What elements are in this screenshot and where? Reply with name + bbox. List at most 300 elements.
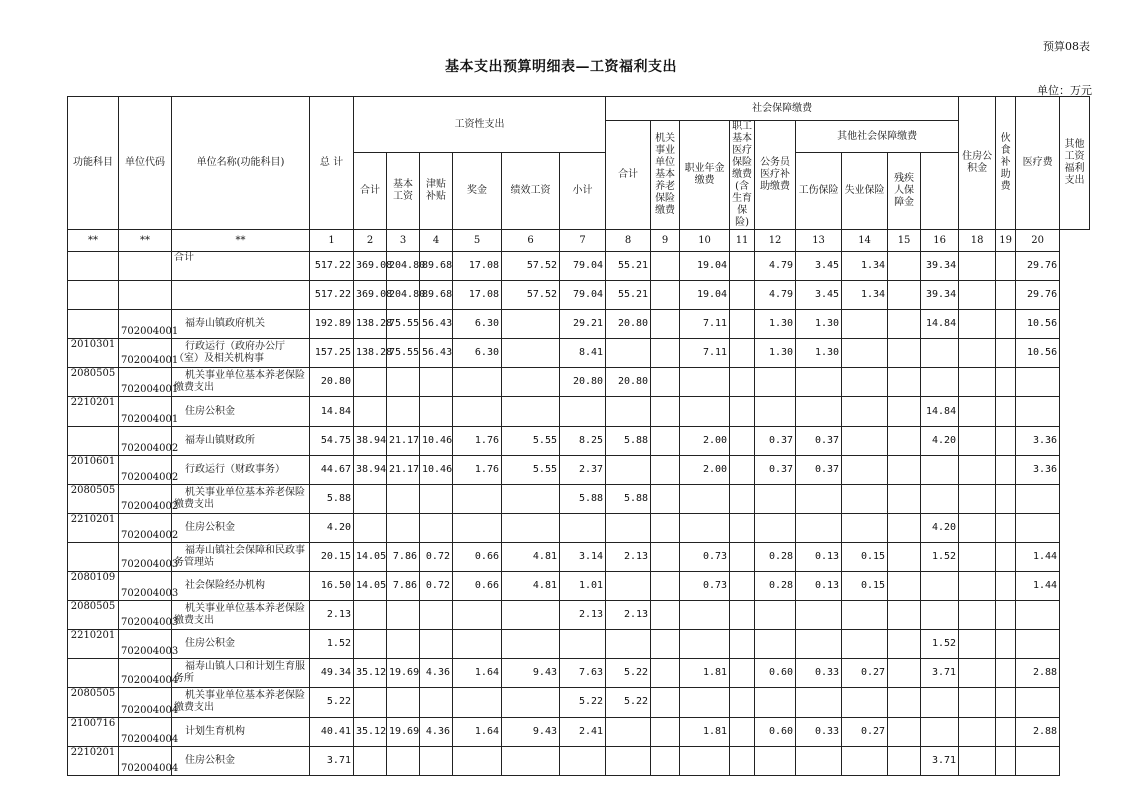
value-cell (888, 339, 921, 368)
column-index-cell: 12 (755, 230, 796, 252)
header-injury: 工伤保险 (796, 153, 842, 230)
header-unemployment: 失业保险 (842, 153, 888, 230)
value-cell (387, 368, 420, 397)
value-cell (842, 630, 888, 659)
value-cell: 0.28 (755, 572, 796, 601)
table-row (68, 572, 1090, 601)
value-cell (502, 310, 560, 339)
value-cell (996, 572, 1016, 601)
unit-label: 单位：万元 (1037, 84, 1092, 97)
value-cell (1016, 746, 1060, 775)
value-cell (888, 746, 921, 775)
value-cell: 0.15 (842, 542, 888, 571)
column-index-cell: 13 (796, 230, 842, 252)
value-cell (730, 630, 755, 659)
value-cell (680, 484, 730, 513)
unit-name-cell (172, 426, 310, 455)
value-cell (996, 426, 1016, 455)
value-cell (959, 572, 996, 601)
value-cell: 0.13 (796, 572, 842, 601)
table-row (68, 688, 1090, 717)
value-cell (888, 659, 921, 688)
value-cell: 39.34 (921, 252, 959, 281)
value-cell (730, 339, 755, 368)
value-cell (888, 397, 921, 426)
column-index-cell: 7 (560, 230, 606, 252)
value-cell (796, 397, 842, 426)
header-unit-name: 单位名称(功能科目) (172, 97, 310, 230)
value-cell (730, 426, 755, 455)
value-cell: 20.80 (560, 368, 606, 397)
table-row (68, 397, 1090, 426)
value-cell (1016, 630, 1060, 659)
value-cell (730, 484, 755, 513)
value-cell (651, 630, 680, 659)
budget-table (67, 96, 1090, 776)
unit-code-cell: 702004001 (119, 368, 172, 397)
value-cell: 1.01 (560, 572, 606, 601)
value-cell: 10.46 (420, 426, 453, 455)
func-code-cell: 2010601 (68, 455, 119, 484)
header-allowance: 津贴补贴 (420, 153, 453, 230)
value-cell (502, 513, 560, 542)
value-cell (755, 601, 796, 630)
value-cell (959, 368, 996, 397)
value-cell (453, 484, 502, 513)
value-cell (730, 717, 755, 746)
value-cell: 1.76 (453, 426, 502, 455)
value-cell (959, 455, 996, 484)
unit-name-cell (172, 572, 310, 601)
value-cell (354, 368, 387, 397)
value-cell (755, 630, 796, 659)
value-cell (730, 542, 755, 571)
value-cell: 0.28 (755, 542, 796, 571)
column-index-cell: 8 (606, 230, 651, 252)
value-cell: 4.20 (921, 513, 959, 542)
value-cell: 38.94 (354, 455, 387, 484)
value-cell: 1.81 (680, 659, 730, 688)
value-cell: 1.30 (755, 339, 796, 368)
value-cell: 14.84 (921, 310, 959, 339)
func-code-cell: 2210201 (68, 513, 119, 542)
func-code-cell: 2080505 (68, 484, 119, 513)
value-cell (606, 746, 651, 775)
value-cell (921, 601, 959, 630)
func-code-cell (68, 281, 119, 310)
unit-name-text: 机关事业单位基本养老保险缴费支出 (174, 486, 305, 510)
value-cell (606, 717, 651, 746)
value-cell: 0.27 (842, 659, 888, 688)
value-cell (888, 572, 921, 601)
value-cell (387, 746, 420, 775)
table-row (68, 368, 1090, 397)
value-cell (796, 601, 842, 630)
value-cell: 10.56 (1016, 310, 1060, 339)
column-index-cell: ** (68, 230, 119, 252)
unit-name-cell (172, 542, 310, 571)
value-cell (842, 397, 888, 426)
value-cell (888, 426, 921, 455)
value-cell: 7.11 (680, 339, 730, 368)
value-cell (996, 484, 1016, 513)
value-cell: 75.55 (387, 310, 420, 339)
value-cell (387, 484, 420, 513)
unit-name-text: 行政运行（财政事务） (185, 463, 285, 475)
value-cell (842, 688, 888, 717)
value-cell (606, 455, 651, 484)
value-cell: 3.45 (796, 252, 842, 281)
value-cell (606, 630, 651, 659)
value-cell (453, 746, 502, 775)
column-index-cell: 1 (310, 230, 354, 252)
unit-code-cell: 702004003 (119, 542, 172, 571)
value-cell: 2.00 (680, 455, 730, 484)
column-index-cell: 3 (387, 230, 420, 252)
unit-name-text: 行政运行（政府办公厅（室）及相关机构事 (174, 341, 285, 365)
header-performance: 绩效工资 (502, 153, 560, 230)
value-cell (730, 601, 755, 630)
value-cell: 19.04 (680, 252, 730, 281)
value-cell (996, 252, 1016, 281)
value-cell (959, 484, 996, 513)
value-cell: 14.05 (354, 542, 387, 571)
header-medical: 职工基本医疗保险缴费(含生育保险) (730, 121, 755, 230)
value-cell (959, 513, 996, 542)
value-cell (606, 339, 651, 368)
value-cell (888, 542, 921, 571)
value-cell (651, 339, 680, 368)
header-civil-medical: 公务员医疗补助缴费 (755, 121, 796, 230)
value-cell: 204.80 (387, 252, 420, 281)
value-cell (1016, 484, 1060, 513)
value-cell (842, 746, 888, 775)
value-cell (959, 601, 996, 630)
value-cell (959, 717, 996, 746)
table-row (68, 252, 1090, 281)
value-cell (420, 397, 453, 426)
value-cell (996, 310, 1016, 339)
value-cell: 4.79 (755, 281, 796, 310)
value-cell: 1.64 (453, 717, 502, 746)
value-cell: 21.17 (387, 455, 420, 484)
column-index-cell: 5 (453, 230, 502, 252)
value-cell: 0.66 (453, 542, 502, 571)
value-cell (387, 601, 420, 630)
header-other-welfare: 其他工资福利支出 (1060, 97, 1090, 230)
value-cell (996, 455, 1016, 484)
value-cell: 35.12 (354, 717, 387, 746)
value-cell: 2.88 (1016, 717, 1060, 746)
value-cell (606, 572, 651, 601)
value-cell: 517.22 (310, 281, 354, 310)
value-cell (354, 746, 387, 775)
value-cell: 0.37 (755, 455, 796, 484)
value-cell (921, 455, 959, 484)
value-cell (959, 281, 996, 310)
value-cell (1016, 368, 1060, 397)
unit-code-cell: 702004004 (119, 746, 172, 775)
value-cell (651, 542, 680, 571)
value-cell: 2.13 (310, 601, 354, 630)
unit-code-cell: 702004003 (119, 601, 172, 630)
value-cell (730, 688, 755, 717)
value-cell: 0.60 (755, 717, 796, 746)
unit-name-cell (172, 455, 310, 484)
value-cell: 57.52 (502, 281, 560, 310)
value-cell (680, 601, 730, 630)
column-index-cell: 4 (420, 230, 453, 252)
value-cell (354, 688, 387, 717)
value-cell (354, 630, 387, 659)
table-row (68, 630, 1090, 659)
unit-code-cell: 702004002 (119, 426, 172, 455)
value-cell: 3.71 (310, 746, 354, 775)
column-index-cell: 16 (921, 230, 959, 252)
value-cell: 1.64 (453, 659, 502, 688)
func-code-cell: 2100716 (68, 717, 119, 746)
unit-name-cell (172, 339, 310, 368)
value-cell (921, 368, 959, 397)
value-cell (651, 310, 680, 339)
value-cell (796, 630, 842, 659)
unit-name-text: 福寿山镇人口和计划生育服务所 (174, 661, 305, 685)
unit-name-text: 住房公积金 (185, 754, 235, 766)
value-cell (996, 601, 1016, 630)
value-cell: 14.84 (921, 397, 959, 426)
value-cell (420, 630, 453, 659)
value-cell (606, 513, 651, 542)
value-cell: 1.34 (842, 252, 888, 281)
value-cell: 29.21 (560, 310, 606, 339)
unit-name-cell (172, 281, 310, 310)
value-cell (755, 746, 796, 775)
value-cell (560, 513, 606, 542)
value-cell: 20.80 (606, 368, 651, 397)
table-row (68, 426, 1090, 455)
value-cell (387, 688, 420, 717)
value-cell (651, 659, 680, 688)
value-cell (680, 746, 730, 775)
value-cell: 6.30 (453, 310, 502, 339)
form-code: 预算08表 (1043, 40, 1090, 53)
value-cell: 9.43 (502, 659, 560, 688)
value-cell (730, 572, 755, 601)
unit-name-text: 福寿山镇政府机关 (185, 318, 265, 330)
value-cell: 5.22 (310, 688, 354, 717)
value-cell (959, 542, 996, 571)
header-func-subject: 功能科目 (68, 97, 119, 230)
value-cell (354, 397, 387, 426)
value-cell (730, 455, 755, 484)
column-index-cell: ** (172, 230, 310, 252)
table-row (68, 542, 1090, 571)
value-cell: 204.80 (387, 281, 420, 310)
value-cell: 5.88 (606, 484, 651, 513)
header-total: 总 计 (310, 97, 354, 230)
value-cell (354, 601, 387, 630)
unit-name-text: 机关事业单位基本养老保险缴费支出 (174, 370, 305, 394)
value-cell: 56.43 (420, 339, 453, 368)
unit-code-cell: 702004004 (119, 717, 172, 746)
value-cell (796, 484, 842, 513)
value-cell (959, 310, 996, 339)
value-cell: 5.22 (606, 688, 651, 717)
value-cell: 1.52 (921, 542, 959, 571)
unit-code-cell: 702004002 (119, 513, 172, 542)
value-cell: 0.37 (796, 455, 842, 484)
value-cell: 3.71 (921, 659, 959, 688)
unit-name-text: 住房公积金 (185, 405, 235, 417)
value-cell: 0.33 (796, 659, 842, 688)
value-cell (842, 455, 888, 484)
column-index-cell: 18 (959, 230, 996, 252)
value-cell: 1.81 (680, 717, 730, 746)
value-cell (730, 281, 755, 310)
value-cell (842, 426, 888, 455)
value-cell (888, 601, 921, 630)
value-cell (354, 484, 387, 513)
value-cell (420, 688, 453, 717)
value-cell (888, 368, 921, 397)
value-cell: 7.11 (680, 310, 730, 339)
column-index-cell: 14 (842, 230, 888, 252)
unit-name-cell (172, 484, 310, 513)
value-cell: 1.52 (921, 630, 959, 659)
header-disability: 残疾人保障金 (888, 153, 921, 230)
unit-name-text: 福寿山镇社会保障和民政事务管理站 (174, 544, 305, 568)
value-cell (888, 513, 921, 542)
value-cell (996, 281, 1016, 310)
table-row (68, 310, 1090, 339)
value-cell: 9.43 (502, 717, 560, 746)
value-cell: 79.04 (560, 252, 606, 281)
value-cell: 2.37 (560, 455, 606, 484)
value-cell (651, 455, 680, 484)
func-code-cell: 2080505 (68, 368, 119, 397)
unit-name-text: 住房公积金 (185, 521, 235, 533)
value-cell: 5.22 (560, 688, 606, 717)
value-cell (680, 513, 730, 542)
value-cell (651, 281, 680, 310)
value-cell (796, 746, 842, 775)
value-cell (680, 630, 730, 659)
column-index-cell: 10 (680, 230, 730, 252)
column-index-cell: 20 (1016, 230, 1060, 252)
func-code-cell: 2080505 (68, 688, 119, 717)
func-code-cell: 2210201 (68, 397, 119, 426)
value-cell (387, 397, 420, 426)
value-cell (730, 368, 755, 397)
value-cell (755, 368, 796, 397)
table-row (68, 281, 1090, 310)
value-cell (502, 368, 560, 397)
value-cell (730, 397, 755, 426)
value-cell: 4.20 (921, 426, 959, 455)
value-cell (796, 368, 842, 397)
value-cell (680, 368, 730, 397)
value-cell (996, 397, 1016, 426)
func-code-cell (68, 426, 119, 455)
unit-code-cell: 702004004 (119, 688, 172, 717)
value-cell: 0.73 (680, 542, 730, 571)
header-basic-wage: 基本工资 (387, 153, 420, 230)
unit-code-cell: 702004003 (119, 572, 172, 601)
unit-name-cell (172, 368, 310, 397)
func-code-cell (68, 659, 119, 688)
value-cell: 0.15 (842, 572, 888, 601)
value-cell: 2.00 (680, 426, 730, 455)
func-code-cell: 2210201 (68, 746, 119, 775)
value-cell: 20.80 (310, 368, 354, 397)
value-cell (842, 310, 888, 339)
func-code-cell: 2080109 (68, 572, 119, 601)
value-cell: 14.84 (310, 397, 354, 426)
table-row (68, 484, 1090, 513)
value-cell: 0.13 (796, 542, 842, 571)
unit-name-text: 机关事业单位基本养老保险缴费支出 (174, 690, 305, 714)
value-cell (453, 688, 502, 717)
unit-name-text: 合计 (174, 252, 194, 263)
value-cell (996, 339, 1016, 368)
value-cell (888, 281, 921, 310)
value-cell: 157.25 (310, 339, 354, 368)
header-unit-code: 单位代码 (119, 97, 172, 230)
value-cell (680, 688, 730, 717)
value-cell (502, 746, 560, 775)
value-cell (996, 513, 1016, 542)
value-cell: 35.12 (354, 659, 387, 688)
header-pension: 机关事业单位基本养老保险缴费 (651, 121, 680, 230)
value-cell: 0.60 (755, 659, 796, 688)
value-cell (1016, 397, 1060, 426)
value-cell (755, 397, 796, 426)
header-social-group: 社会保障缴费 (606, 97, 959, 121)
table-row (68, 455, 1090, 484)
func-code-cell (68, 252, 119, 281)
unit-code-cell (119, 281, 172, 310)
value-cell (651, 252, 680, 281)
value-cell (502, 339, 560, 368)
header-other-social-group: 其他社会保障缴费 (796, 121, 959, 153)
value-cell (959, 426, 996, 455)
value-cell (651, 513, 680, 542)
table-row (68, 601, 1090, 630)
value-cell: 14.05 (354, 572, 387, 601)
value-cell: 21.17 (387, 426, 420, 455)
column-index-cell: 9 (651, 230, 680, 252)
value-cell: 79.04 (560, 281, 606, 310)
value-cell (996, 717, 1016, 746)
value-cell (888, 310, 921, 339)
value-cell (888, 484, 921, 513)
value-cell (888, 630, 921, 659)
value-cell: 19.69 (387, 659, 420, 688)
value-cell (959, 659, 996, 688)
value-cell: 8.25 (560, 426, 606, 455)
value-cell (996, 688, 1016, 717)
value-cell (921, 339, 959, 368)
value-cell: 56.43 (420, 310, 453, 339)
value-cell (1016, 688, 1060, 717)
table-row (68, 746, 1090, 775)
value-cell: 55.21 (606, 252, 651, 281)
value-cell: 44.67 (310, 455, 354, 484)
value-cell (959, 746, 996, 775)
header-med-fee: 医疗费 (1016, 97, 1060, 230)
column-index-row (68, 230, 1090, 252)
value-cell (755, 484, 796, 513)
